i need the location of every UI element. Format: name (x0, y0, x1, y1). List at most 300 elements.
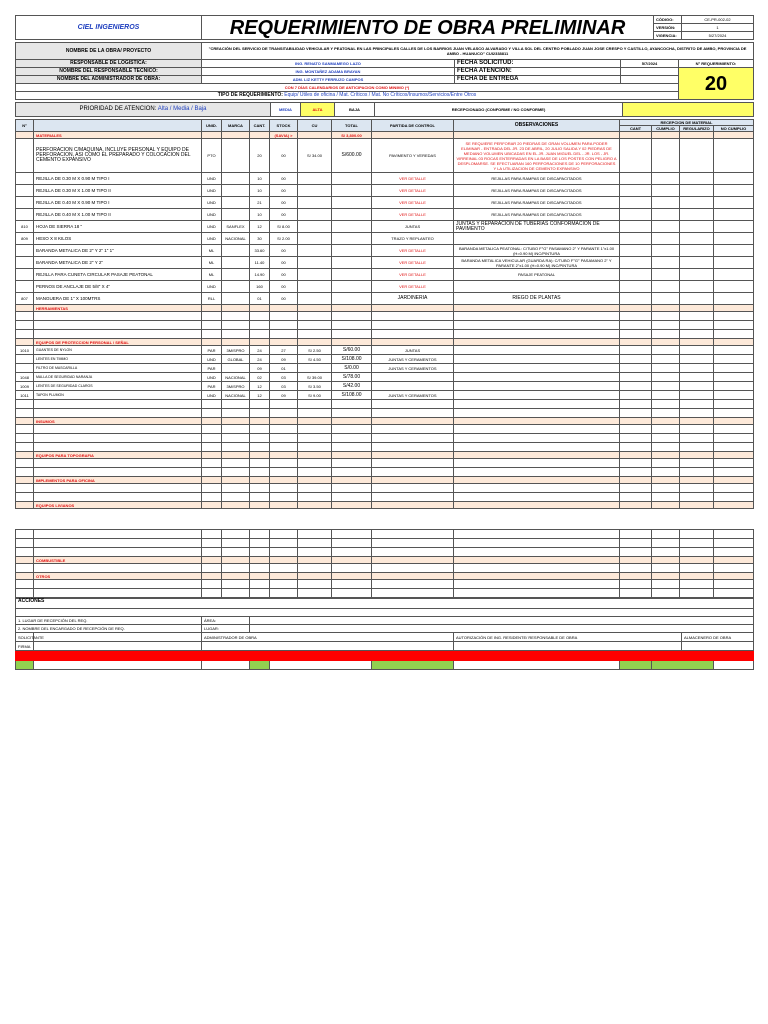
table-cell[interactable] (16, 321, 34, 330)
table-cell[interactable] (680, 321, 714, 330)
reception-cell[interactable] (680, 293, 714, 305)
table-cell[interactable] (680, 459, 714, 468)
table-cell[interactable] (202, 548, 222, 557)
table-cell[interactable] (714, 548, 754, 557)
table-cell[interactable] (298, 443, 332, 452)
table-cell[interactable] (270, 493, 298, 502)
table-cell[interactable] (620, 493, 652, 502)
table-cell[interactable] (222, 589, 250, 598)
table-cell[interactable] (202, 484, 222, 493)
table-cell[interactable] (714, 468, 754, 477)
table-cell[interactable] (620, 459, 652, 468)
table-cell[interactable] (270, 484, 298, 493)
table-cell[interactable] (372, 330, 454, 339)
table-cell[interactable] (202, 459, 222, 468)
table-cell[interactable] (620, 468, 652, 477)
table-cell[interactable] (454, 580, 620, 589)
reception-cell[interactable] (714, 391, 754, 400)
reception-cell[interactable] (714, 173, 754, 185)
reception-cell[interactable] (714, 382, 754, 391)
table-cell[interactable] (34, 539, 202, 548)
table-cell[interactable] (454, 443, 620, 452)
table-cell[interactable] (250, 564, 270, 573)
table-cell[interactable] (222, 484, 250, 493)
table-cell[interactable] (454, 468, 620, 477)
reception-cell[interactable] (620, 209, 652, 221)
table-cell[interactable] (34, 321, 202, 330)
table-cell[interactable] (652, 539, 680, 548)
table-cell[interactable] (454, 425, 620, 434)
table-cell[interactable] (714, 484, 754, 493)
reception-cell[interactable] (652, 382, 680, 391)
reception-cell[interactable] (620, 233, 652, 245)
table-cell[interactable] (332, 493, 372, 502)
table-cell[interactable] (16, 400, 34, 409)
table-cell[interactable] (714, 425, 754, 434)
table-cell[interactable] (454, 530, 620, 539)
reception-cell[interactable] (620, 382, 652, 391)
reception-cell[interactable] (652, 346, 680, 355)
table-cell[interactable] (620, 443, 652, 452)
table-cell[interactable] (652, 580, 680, 589)
table-cell[interactable] (714, 321, 754, 330)
reception-cell[interactable] (714, 355, 754, 364)
table-cell[interactable] (332, 400, 372, 409)
reception-cell[interactable] (652, 173, 680, 185)
table-cell[interactable] (372, 589, 454, 598)
table-cell[interactable] (34, 589, 202, 598)
table-cell[interactable] (202, 589, 222, 598)
reception-cell[interactable] (652, 257, 680, 269)
table-cell[interactable] (680, 530, 714, 539)
table-cell[interactable] (680, 434, 714, 443)
table-cell[interactable] (34, 409, 202, 418)
firma-solicitante[interactable] (34, 642, 202, 651)
table-cell[interactable] (652, 548, 680, 557)
reception-cell[interactable] (620, 185, 652, 197)
table-cell[interactable] (202, 468, 222, 477)
table-cell[interactable] (250, 330, 270, 339)
table-cell[interactable] (372, 409, 454, 418)
table-cell[interactable] (16, 539, 34, 548)
table-cell[interactable] (332, 484, 372, 493)
table-cell[interactable] (16, 589, 34, 598)
table-cell[interactable] (250, 539, 270, 548)
table-cell[interactable] (34, 425, 202, 434)
reception-cell[interactable] (620, 245, 652, 257)
table-cell[interactable] (332, 548, 372, 557)
priority-media[interactable]: MEDIA (271, 103, 301, 117)
table-cell[interactable] (680, 400, 714, 409)
reception-cell[interactable] (652, 293, 680, 305)
table-cell[interactable] (332, 434, 372, 443)
reception-cell[interactable] (714, 139, 754, 173)
table-cell[interactable] (222, 409, 250, 418)
table-cell[interactable] (298, 548, 332, 557)
table-cell[interactable] (16, 484, 34, 493)
table-cell[interactable] (250, 589, 270, 598)
table-cell[interactable] (620, 580, 652, 589)
table-cell[interactable] (680, 409, 714, 418)
reception-cell[interactable] (652, 364, 680, 373)
reception-cell[interactable] (714, 233, 754, 245)
reception-cell[interactable] (714, 281, 754, 293)
table-cell[interactable] (16, 443, 34, 452)
table-cell[interactable] (714, 409, 754, 418)
reception-cell[interactable] (652, 209, 680, 221)
table-cell[interactable] (372, 580, 454, 589)
reception-cell[interactable] (680, 197, 714, 209)
table-cell[interactable] (34, 493, 202, 502)
reception-cell[interactable] (620, 346, 652, 355)
reception-cell[interactable] (680, 257, 714, 269)
table-cell[interactable] (202, 425, 222, 434)
table-cell[interactable] (202, 443, 222, 452)
table-cell[interactable] (372, 312, 454, 321)
table-cell[interactable] (714, 530, 754, 539)
table-cell[interactable] (454, 493, 620, 502)
table-cell[interactable] (714, 400, 754, 409)
table-cell[interactable] (16, 434, 34, 443)
table-cell[interactable] (454, 564, 620, 573)
reception-cell[interactable] (680, 391, 714, 400)
table-cell[interactable] (250, 493, 270, 502)
table-cell[interactable] (34, 530, 202, 539)
table-cell[interactable] (620, 589, 652, 598)
table-cell[interactable] (16, 459, 34, 468)
fecha-atencion-value[interactable] (621, 68, 679, 76)
firma-almacenero[interactable] (682, 642, 754, 651)
table-cell[interactable] (222, 321, 250, 330)
table-cell[interactable] (298, 400, 332, 409)
table-cell[interactable] (372, 443, 454, 452)
table-cell[interactable] (454, 321, 620, 330)
reception-cell[interactable] (652, 139, 680, 173)
table-cell[interactable] (372, 321, 454, 330)
table-cell[interactable] (298, 484, 332, 493)
reception-cell[interactable] (652, 233, 680, 245)
table-cell[interactable] (620, 539, 652, 548)
table-cell[interactable] (202, 330, 222, 339)
table-cell[interactable] (298, 312, 332, 321)
table-cell[interactable] (680, 330, 714, 339)
reception-cell[interactable] (714, 221, 754, 233)
table-cell[interactable] (298, 493, 332, 502)
table-cell[interactable] (454, 312, 620, 321)
reception-cell[interactable] (714, 364, 754, 373)
table-cell[interactable] (298, 589, 332, 598)
table-cell[interactable] (250, 400, 270, 409)
table-cell[interactable] (680, 564, 714, 573)
table-cell[interactable] (16, 564, 34, 573)
reception-cell[interactable] (680, 233, 714, 245)
table-cell[interactable] (620, 321, 652, 330)
table-cell[interactable] (202, 564, 222, 573)
table-cell[interactable] (34, 434, 202, 443)
priority-baja[interactable]: BAJA (335, 103, 375, 117)
table-cell[interactable] (620, 400, 652, 409)
table-cell[interactable] (652, 330, 680, 339)
table-cell[interactable] (270, 400, 298, 409)
table-cell[interactable] (652, 443, 680, 452)
reception-cell[interactable] (652, 373, 680, 382)
reception-cell[interactable] (620, 139, 652, 173)
table-cell[interactable] (372, 493, 454, 502)
table-cell[interactable] (714, 539, 754, 548)
table-cell[interactable] (16, 425, 34, 434)
reception-cell[interactable] (620, 355, 652, 364)
table-cell[interactable] (16, 493, 34, 502)
table-cell[interactable] (372, 539, 454, 548)
reception-cell[interactable] (620, 391, 652, 400)
table-cell[interactable] (652, 409, 680, 418)
table-cell[interactable] (34, 459, 202, 468)
table-cell[interactable] (16, 312, 34, 321)
table-cell[interactable] (34, 580, 202, 589)
table-cell[interactable] (620, 530, 652, 539)
reception-cell[interactable] (652, 197, 680, 209)
reception-cell[interactable] (680, 139, 714, 173)
table-cell[interactable] (202, 321, 222, 330)
table-cell[interactable] (454, 484, 620, 493)
table-cell[interactable] (270, 548, 298, 557)
table-cell[interactable] (332, 425, 372, 434)
table-cell[interactable] (372, 400, 454, 409)
table-cell[interactable] (34, 564, 202, 573)
table-cell[interactable] (222, 312, 250, 321)
table-cell[interactable] (714, 564, 754, 573)
reception-cell[interactable] (714, 257, 754, 269)
table-cell[interactable] (298, 425, 332, 434)
table-cell[interactable] (34, 443, 202, 452)
table-cell[interactable] (222, 434, 250, 443)
table-cell[interactable] (270, 468, 298, 477)
table-cell[interactable] (680, 312, 714, 321)
table-cell[interactable] (714, 580, 754, 589)
table-cell[interactable] (652, 484, 680, 493)
table-cell[interactable] (298, 468, 332, 477)
firma-admin[interactable] (202, 642, 454, 651)
table-cell[interactable] (270, 321, 298, 330)
reception-cell[interactable] (714, 373, 754, 382)
table-cell[interactable] (454, 400, 620, 409)
table-cell[interactable] (714, 434, 754, 443)
table-cell[interactable] (16, 409, 34, 418)
reception-cell[interactable] (652, 245, 680, 257)
reception-cell[interactable] (680, 185, 714, 197)
table-cell[interactable] (454, 589, 620, 598)
table-cell[interactable] (250, 484, 270, 493)
reception-cell[interactable] (714, 269, 754, 281)
table-cell[interactable] (16, 530, 34, 539)
table-cell[interactable] (270, 330, 298, 339)
table-cell[interactable] (332, 580, 372, 589)
reception-cell[interactable] (680, 221, 714, 233)
table-cell[interactable] (222, 400, 250, 409)
table-cell[interactable] (454, 409, 620, 418)
table-cell[interactable] (714, 459, 754, 468)
table-cell[interactable] (332, 539, 372, 548)
table-cell[interactable] (298, 539, 332, 548)
table-cell[interactable] (34, 312, 202, 321)
table-cell[interactable] (270, 539, 298, 548)
reception-cell[interactable] (680, 373, 714, 382)
table-cell[interactable] (270, 580, 298, 589)
fecha-entrega-value[interactable] (621, 76, 679, 84)
table-cell[interactable] (202, 530, 222, 539)
table-cell[interactable] (454, 548, 620, 557)
table-cell[interactable] (298, 321, 332, 330)
table-cell[interactable] (270, 434, 298, 443)
table-cell[interactable] (652, 530, 680, 539)
table-cell[interactable] (332, 312, 372, 321)
table-cell[interactable] (652, 493, 680, 502)
table-cell[interactable] (222, 425, 250, 434)
table-cell[interactable] (298, 580, 332, 589)
table-cell[interactable] (680, 539, 714, 548)
table-cell[interactable] (620, 330, 652, 339)
reception-cell[interactable] (620, 221, 652, 233)
reception-cell[interactable] (620, 293, 652, 305)
table-cell[interactable] (250, 530, 270, 539)
table-cell[interactable] (250, 580, 270, 589)
table-cell[interactable] (270, 589, 298, 598)
table-cell[interactable] (222, 530, 250, 539)
table-cell[interactable] (652, 312, 680, 321)
table-cell[interactable] (652, 400, 680, 409)
table-cell[interactable] (250, 459, 270, 468)
table-cell[interactable] (16, 330, 34, 339)
lugar2-value[interactable] (250, 625, 754, 633)
recepcion-value[interactable] (623, 103, 754, 117)
reception-cell[interactable] (620, 269, 652, 281)
table-cell[interactable] (202, 539, 222, 548)
table-cell[interactable] (222, 330, 250, 339)
table-cell[interactable] (270, 425, 298, 434)
area-value[interactable] (250, 617, 754, 625)
reception-cell[interactable] (620, 281, 652, 293)
table-cell[interactable] (250, 443, 270, 452)
table-cell[interactable] (298, 434, 332, 443)
table-cell[interactable] (16, 548, 34, 557)
table-cell[interactable] (714, 443, 754, 452)
table-cell[interactable] (34, 468, 202, 477)
table-cell[interactable] (680, 443, 714, 452)
reception-cell[interactable] (680, 346, 714, 355)
firma-residente[interactable] (454, 642, 682, 651)
reception-cell[interactable] (680, 364, 714, 373)
table-cell[interactable] (298, 564, 332, 573)
table-cell[interactable] (34, 548, 202, 557)
table-cell[interactable] (652, 434, 680, 443)
table-cell[interactable] (298, 409, 332, 418)
reception-cell[interactable] (620, 197, 652, 209)
reception-cell[interactable] (652, 355, 680, 364)
table-cell[interactable] (332, 459, 372, 468)
table-cell[interactable] (222, 580, 250, 589)
table-cell[interactable] (620, 425, 652, 434)
table-cell[interactable] (250, 312, 270, 321)
reception-cell[interactable] (652, 269, 680, 281)
reception-cell[interactable] (652, 391, 680, 400)
reception-cell[interactable] (620, 373, 652, 382)
table-cell[interactable] (372, 434, 454, 443)
table-cell[interactable] (298, 459, 332, 468)
reception-cell[interactable] (714, 346, 754, 355)
table-cell[interactable] (250, 548, 270, 557)
table-cell[interactable] (680, 493, 714, 502)
table-cell[interactable] (222, 459, 250, 468)
table-cell[interactable] (620, 548, 652, 557)
table-cell[interactable] (34, 330, 202, 339)
table-cell[interactable] (680, 580, 714, 589)
table-cell[interactable] (16, 468, 34, 477)
table-cell[interactable] (652, 468, 680, 477)
table-cell[interactable] (372, 530, 454, 539)
table-cell[interactable] (250, 425, 270, 434)
table-cell[interactable] (714, 589, 754, 598)
table-cell[interactable] (652, 425, 680, 434)
table-cell[interactable] (250, 321, 270, 330)
table-cell[interactable] (270, 459, 298, 468)
table-cell[interactable] (222, 564, 250, 573)
table-cell[interactable] (454, 459, 620, 468)
table-cell[interactable] (202, 312, 222, 321)
table-cell[interactable] (714, 330, 754, 339)
priority-alta[interactable]: ALTA (301, 103, 335, 117)
table-cell[interactable] (222, 468, 250, 477)
reception-cell[interactable] (714, 293, 754, 305)
reception-cell[interactable] (652, 281, 680, 293)
reception-cell[interactable] (680, 173, 714, 185)
table-cell[interactable] (680, 484, 714, 493)
reception-cell[interactable] (680, 355, 714, 364)
table-cell[interactable] (714, 312, 754, 321)
reception-cell[interactable] (714, 197, 754, 209)
table-cell[interactable] (16, 580, 34, 589)
table-cell[interactable] (680, 589, 714, 598)
table-cell[interactable] (222, 493, 250, 502)
reception-cell[interactable] (652, 221, 680, 233)
table-cell[interactable] (620, 564, 652, 573)
table-cell[interactable] (680, 548, 714, 557)
table-cell[interactable] (620, 484, 652, 493)
table-cell[interactable] (270, 312, 298, 321)
table-cell[interactable] (250, 434, 270, 443)
table-cell[interactable] (34, 484, 202, 493)
reception-cell[interactable] (620, 257, 652, 269)
table-cell[interactable] (270, 409, 298, 418)
table-cell[interactable] (372, 484, 454, 493)
table-cell[interactable] (332, 530, 372, 539)
table-cell[interactable] (250, 409, 270, 418)
table-cell[interactable] (620, 312, 652, 321)
table-cell[interactable] (454, 539, 620, 548)
table-cell[interactable] (332, 468, 372, 477)
table-cell[interactable] (652, 589, 680, 598)
table-cell[interactable] (620, 434, 652, 443)
table-cell[interactable] (222, 539, 250, 548)
reception-cell[interactable] (680, 269, 714, 281)
table-cell[interactable] (202, 400, 222, 409)
table-cell[interactable] (270, 443, 298, 452)
table-cell[interactable] (202, 434, 222, 443)
table-cell[interactable] (298, 530, 332, 539)
table-cell[interactable] (332, 443, 372, 452)
table-cell[interactable] (454, 434, 620, 443)
table-cell[interactable] (680, 425, 714, 434)
table-cell[interactable] (372, 459, 454, 468)
